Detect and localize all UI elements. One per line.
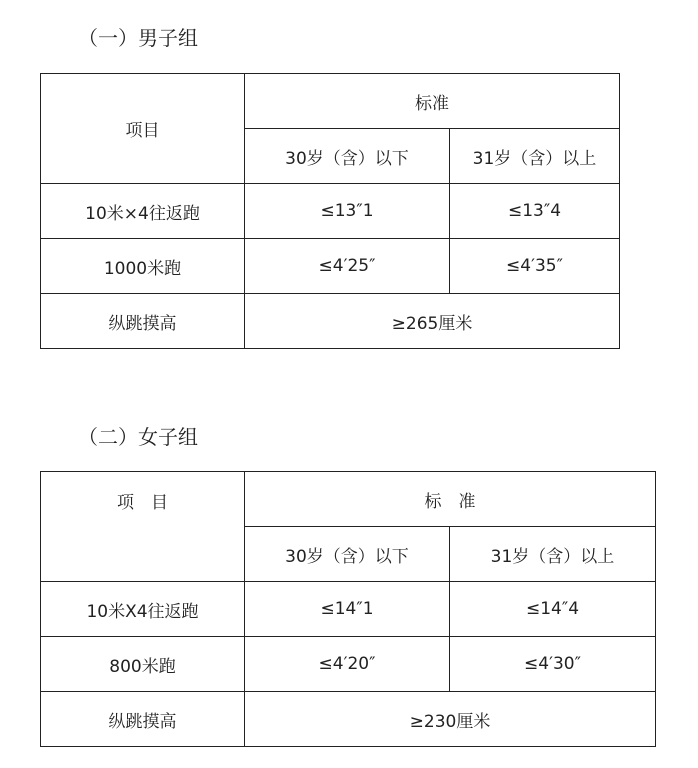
under-value-cell: ≤14″1 <box>245 582 450 637</box>
under-value-cell: ≤4′25″ <box>245 239 450 294</box>
item-header-cell: 项目 <box>41 74 245 184</box>
over-value-cell: ≤13″4 <box>450 184 620 239</box>
item-cell: 10米×4往返跑 <box>41 184 245 239</box>
item-cell: 纵跳摸高 <box>41 294 245 349</box>
table-row <box>41 472 656 527</box>
item-cell: 800米跑 <box>41 637 245 692</box>
merged-value-cell: ≥265厘米 <box>245 294 620 349</box>
under-value-cell: ≤13″1 <box>245 184 450 239</box>
under-value-cell: ≤4′20″ <box>245 637 450 692</box>
table-row <box>41 637 656 692</box>
age-under-header-cell: 30岁（含）以下 <box>245 129 450 184</box>
table-row <box>41 184 620 239</box>
item-cell: 纵跳摸高 <box>41 692 245 747</box>
table-row <box>41 294 620 349</box>
over-value-cell: ≤14″4 <box>450 582 656 637</box>
age-over-header-cell: 31岁（含）以上 <box>450 129 620 184</box>
men-standards-table <box>40 73 620 349</box>
item-cell: 1000米跑 <box>41 239 245 294</box>
merged-value-cell: ≥230厘米 <box>245 692 656 747</box>
over-value-cell: ≤4′30″ <box>450 637 656 692</box>
age-under-header-cell: 30岁（含）以下 <box>245 527 450 582</box>
table-row <box>41 582 656 637</box>
women-standards-table <box>40 471 656 747</box>
table-row <box>41 239 620 294</box>
women-section-title: （二）女子组 <box>78 425 198 449</box>
item-cell: 10米X4往返跑 <box>41 582 245 637</box>
men-section-title: （一）男子组 <box>78 26 198 50</box>
age-over-header-cell: 31岁（含）以上 <box>450 527 656 582</box>
item-header-cell: 项 目 <box>41 472 245 582</box>
standard-header-cell: 标准 <box>245 74 620 129</box>
over-value-cell: ≤4′35″ <box>450 239 620 294</box>
table-row <box>41 692 656 747</box>
standard-header-cell: 标 准 <box>245 472 656 527</box>
table-row <box>41 74 620 129</box>
